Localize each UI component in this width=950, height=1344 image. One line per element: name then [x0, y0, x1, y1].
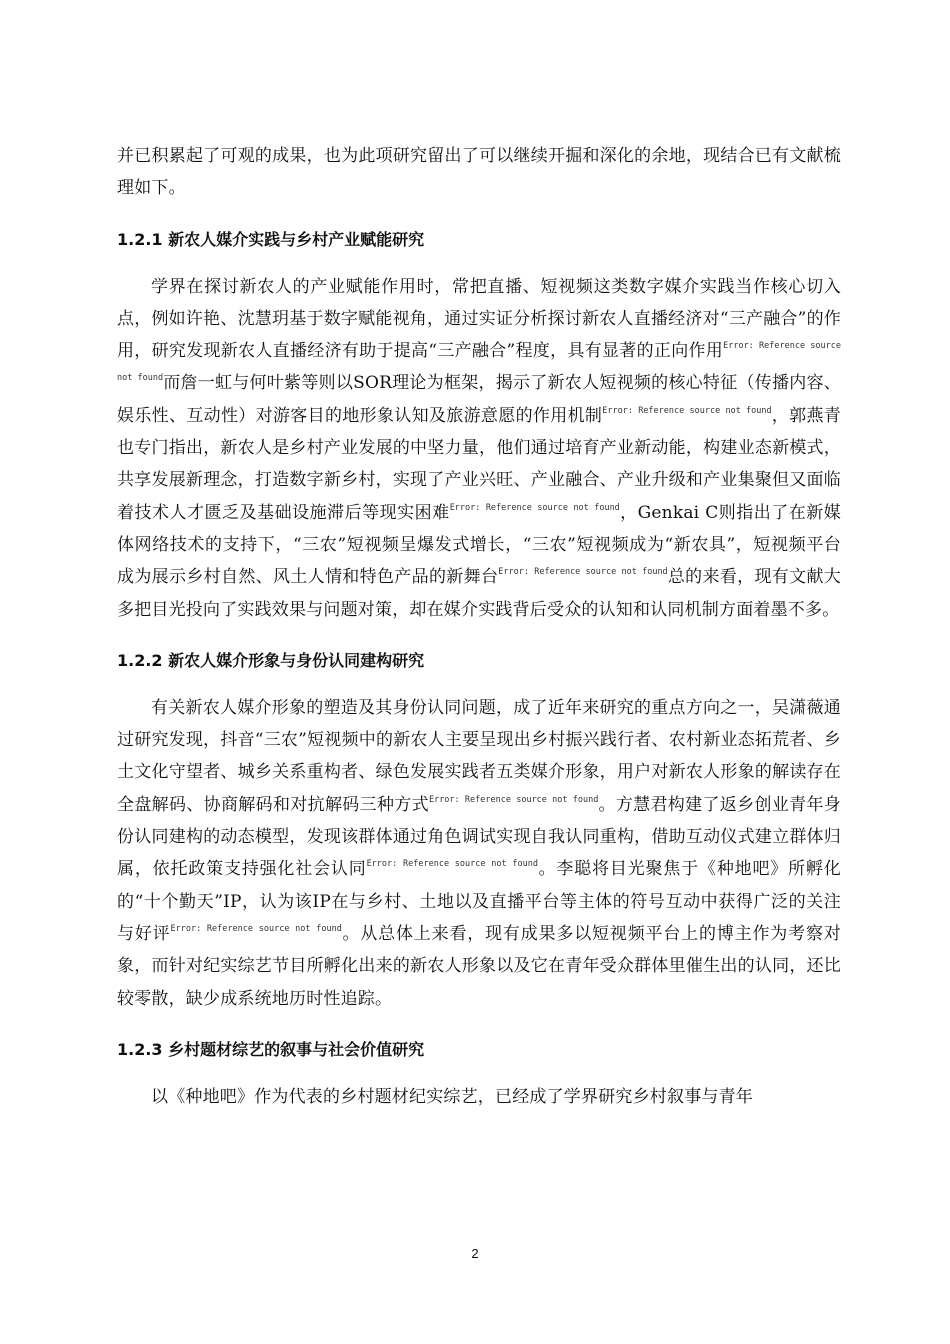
paragraph-text: 总的来看，现有文献大多把目光投向了实践效果与问题对策，却在媒介实践背后受众的认知和认同机制方面着墨不多。: [117, 567, 841, 620]
page-number: 2: [471, 1246, 479, 1261]
section-2-paragraph: [117, 692, 841, 1015]
section-3-paragraph: 以《种地吧》作为代表的乡村题材纪实综艺，已经成了学界研究乡村叙事与青年: [151, 1086, 753, 1107]
section-1-paragraph: [117, 271, 841, 626]
reference-error-marker: Error: Reference source not found: [117, 341, 841, 384]
section-heading-1-2-2: 1.2.2 新农人媒介形象与身份认同建构研究: [117, 650, 425, 670]
paragraph-text: 学界在探讨新农人的产业赋能作用时，常把直播、短视频这类数字媒介实践当作核心切入点，例如许艳、沈慧玥基于数字赋能视角，通过实证分析探讨新农人直播经济对“三产融合”的作用，研究发现新农人直播经济有助于提高“三产融合”程度，具有显著的正向作用: [117, 276, 841, 362]
intro-paragraph: 并已积累起了可观的成果，也为此项研究留出了可以继续开掘和深化的余地，现结合已有文献梳理如下。: [117, 146, 841, 199]
reference-error-marker: Error: Reference source not found: [428, 794, 599, 805]
paragraph-text: 。方慧君构建了返乡创业青年身份认同建构的动态模型，发现该群体通过角色调试实现自我认同重构，借助互动仪式建立群体归属，依托政策支持强化社会认同: [117, 794, 841, 880]
paragraph-text: 。李聪将目光聚焦于《种地吧》所孵化的“十个勤天”IP，认为该IP在与乡村、土地以及直播平台等主体的符号互动中获得广泛的关注与好评: [117, 859, 841, 944]
reference-error-marker: Error: Reference source not found: [170, 923, 342, 934]
paragraph-text: 有关新农人媒介形象的塑造及其身份认同问题，成了近年来研究的重点方向之一，吴潇薇通过研究发现，抖音“三农”短视频中的新农人主要呈现出乡村振兴践行者、农村新业态拓荒者、乡土文化守望者、城乡关系重构者、绿色发展实践者五类媒介形象，用户对新农人形象的解读存在全盘解码、协商解码和对抗解码三种方式: [117, 697, 841, 815]
paragraph-text: 。从总体上来看，现有成果多以短视频平台上的博主作为考察对象，而针对纪实综艺节目所孵化出来的新农人形象以及它在青年受众群体里催生出的认同，还比较零散，缺少成系统地历时性追踪。: [117, 923, 841, 1009]
reference-error-marker: Error: Reference source not found: [602, 405, 772, 416]
reference-error-marker: Error: Reference source not found: [366, 859, 538, 870]
reference-error-marker: Error: Reference source not found: [498, 567, 668, 578]
paragraph-text: ，郭燕青也专门指出，新农人是乡村产业发展的中坚力量，他们通过培育产业新动能，构建业态新模式，共享发展新理念，打造数字新乡村，实现了产业兴旺、产业融合、产业升级和产业集聚但又面临着技术人才匮乏及基础设施滞后等现实困难: [117, 405, 841, 523]
paragraph-text: ，Genkai C则指出了在新媒体网络技术的支持下，“三农”短视频呈爆发式增长，“三农”短视频成为“新农具”，短视频平台成为展示乡村自然、风土人情和特色产品的新舞台: [117, 502, 841, 588]
section-heading-1-2-1: 1.2.1 新农人媒介实践与乡村产业赋能研究: [117, 229, 425, 249]
page-content: [117, 140, 841, 1113]
section-heading-1-2-3: 1.2.3 乡村题材综艺的叙事与社会价值研究: [117, 1039, 425, 1059]
reference-error-marker: Error: Reference source not found: [449, 502, 620, 513]
paragraph-text: 而詹一虹与何叶紫等则以SOR理论为框架，揭示了新农人短视频的核心特征（传播内容、娱乐性、互动性）对游客目的地形象认知及旅游意愿的作用机制: [117, 373, 841, 426]
